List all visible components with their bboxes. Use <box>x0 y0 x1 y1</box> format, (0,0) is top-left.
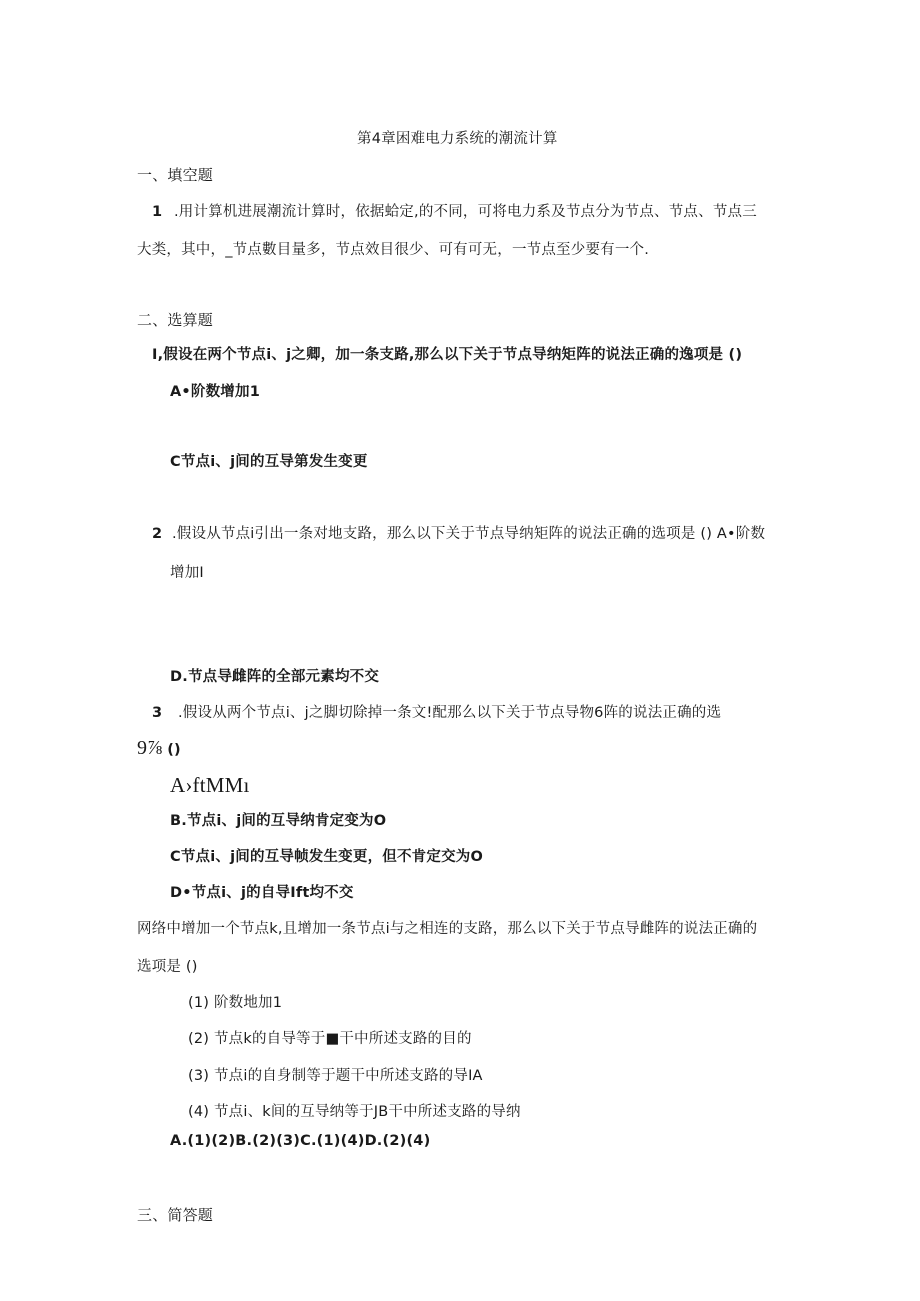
choice-q1-option-a: A•阶数增加1 <box>170 384 260 400</box>
choice-q4-line1: 网络中增加一个节点k,且增加一条节点i与之相连的支路，那么以下关于节点导雌阵的说法正确的 <box>137 921 758 937</box>
choice-q2-line2: 增加I <box>170 565 204 581</box>
choice-q4-item-2: (2) 节点k的自导等于■干中所述支路的目的 <box>188 1031 472 1047</box>
fill-q1-number: 1 <box>152 204 163 220</box>
choice-q3-option-a: A›ftMMı <box>170 773 250 797</box>
page-title: 第4章困难电力系统的潮流计算 <box>357 131 558 147</box>
section-fill-blank: 一、填空题 <box>137 166 214 184</box>
choice-q4-item-4: (4) 节点i、k间的互导纳等于JB干中所述支路的导纳 <box>188 1104 521 1120</box>
choice-q3-line1 <box>152 703 721 723</box>
choice-q4-item-1: (1) 阶数地加1 <box>188 995 283 1011</box>
choice-q2-option-d: D.节点导雌阵的全部元素均不交 <box>170 669 380 685</box>
choice-q3-garbled: 9⅞ <box>137 737 163 759</box>
section-choice: 二、选算题 <box>137 311 214 329</box>
choice-q3-option-d: D•节点i、j的自导Ift均不交 <box>170 885 354 901</box>
choice-q1-option-c: C节点i、j间的互导第发生变更 <box>170 454 368 470</box>
fill-q1-text: .用计算机进展潮流计算时，依据蛤定,的不同，可将电力系及节点分为节点、节点、节点三 <box>174 204 757 220</box>
choice-q1-text: I,假设在两个节点i、j之卿，加一条支路,那么以下关于节点导纳矩阵的说法正确的逸项是 () <box>152 347 743 363</box>
choice-q3-paren: () <box>167 742 181 758</box>
choice-q2-number: 2 <box>152 526 163 542</box>
fill-q1-line2: 大类，其中，_节点數目量多，节点效目很少、可有可无，一节点至少要有一个. <box>137 242 650 258</box>
choice-q3-option-b: B.节点i、j间的互导纳肯定变为O <box>170 813 387 829</box>
section-short-answer: 三、简答题 <box>137 1206 214 1224</box>
choice-q3-text: .假设从两个节点i、j之脚切除掉一条文!配那么以下关于节点导物6阵的说法正确的选 <box>178 705 722 721</box>
choice-q3-line2 <box>137 738 181 760</box>
choice-q2-line1 <box>152 524 765 544</box>
choice-q4-item-3: (3) 节点i的自身制等于题干中所述支路的导IA <box>188 1068 483 1084</box>
choice-q4-line2: 选项是 () <box>137 959 198 975</box>
choice-q3-number: 3 <box>152 705 163 721</box>
fill-q1-line1 <box>152 202 757 222</box>
choice-q2-text: .假设从节点i引出一条对地支路，那么以下关于节点导纳矩阵的说法正确的选项是 () A•阶数 <box>172 526 766 542</box>
choice-q4-answers: A.(1)(2)B.(2)(3)C.(1)(4)D.(2)(4) <box>170 1133 431 1149</box>
choice-q3-option-c: C节点i、j间的互导帧发生变更，但不肯定交为O <box>170 849 484 865</box>
